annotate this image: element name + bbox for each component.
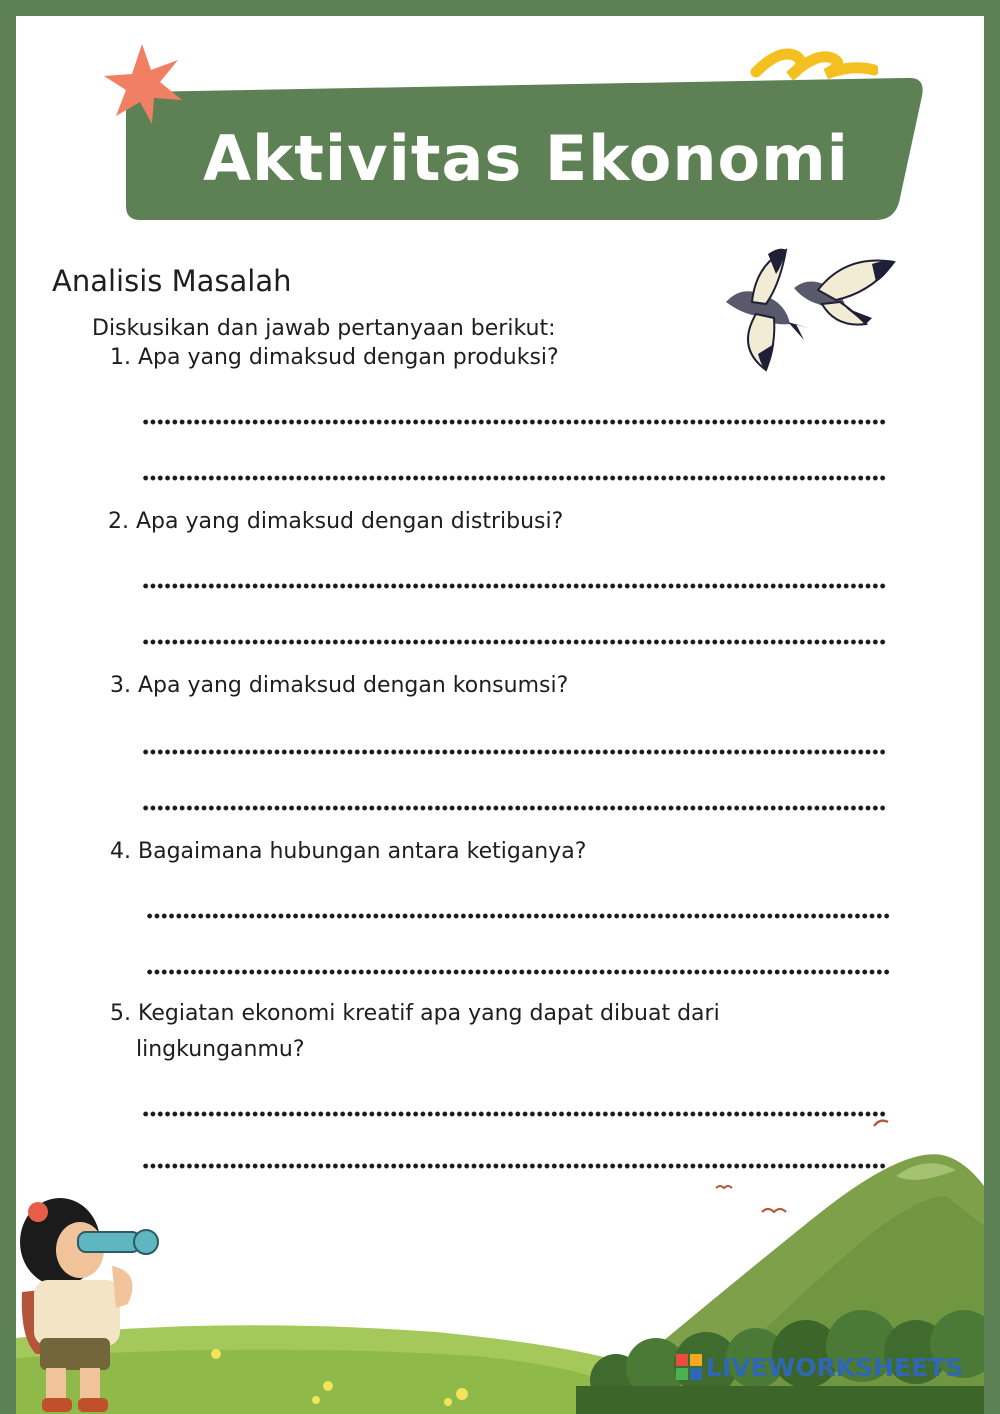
liveworksheets-logo-icon (676, 1354, 702, 1380)
question-text: Kegiatan ekonomi kreatif apa yang dapat dibuat dari (138, 1001, 720, 1026)
answer-1-line-2[interactable] (142, 474, 886, 482)
question-5 (110, 996, 720, 1068)
answer-4-line-1[interactable] (146, 912, 890, 920)
question-text: Apa yang dimaksud dengan konsumsi? (138, 673, 569, 698)
question-3 (110, 668, 568, 704)
bird-icon (696, 244, 896, 374)
question-text: Bagaimana hubungan antara ketiganya? (138, 839, 587, 864)
answer-2-line-1[interactable] (142, 582, 886, 590)
question-2 (108, 504, 563, 540)
question-text-continuation: lingkunganmu? (136, 1037, 305, 1062)
question-text: Apa yang dimaksud dengan produksi? (138, 345, 559, 370)
liveworksheets-brand: LIVEWORKSHEETS (706, 1352, 964, 1382)
question-text: Apa yang dimaksud dengan distribusi? (136, 509, 564, 534)
question-4 (110, 834, 586, 870)
answer-4-line-2[interactable] (146, 968, 890, 976)
question-number: 3. (110, 673, 131, 698)
answer-1-line-1[interactable] (142, 418, 886, 426)
question-number: 1. (110, 345, 131, 370)
answer-2-line-2[interactable] (142, 638, 886, 646)
answer-3-line-2[interactable] (142, 804, 886, 812)
question-1 (110, 340, 559, 376)
instruction-text: Diskusikan dan jawab pertanyaan berikut: (92, 316, 556, 341)
worksheet-page (16, 16, 984, 1414)
question-number: 5. (110, 1001, 131, 1026)
page-title: Aktivitas Ekonomi (203, 122, 849, 195)
explorer-girl-illustration (16, 1188, 166, 1414)
question-number: 2. (108, 509, 129, 534)
squiggle-icon (750, 42, 878, 86)
section-heading: Analisis Masalah (52, 264, 292, 298)
answer-3-line-1[interactable] (142, 748, 886, 756)
liveworksheets-watermark (676, 1352, 963, 1382)
question-number: 4. (110, 839, 131, 864)
